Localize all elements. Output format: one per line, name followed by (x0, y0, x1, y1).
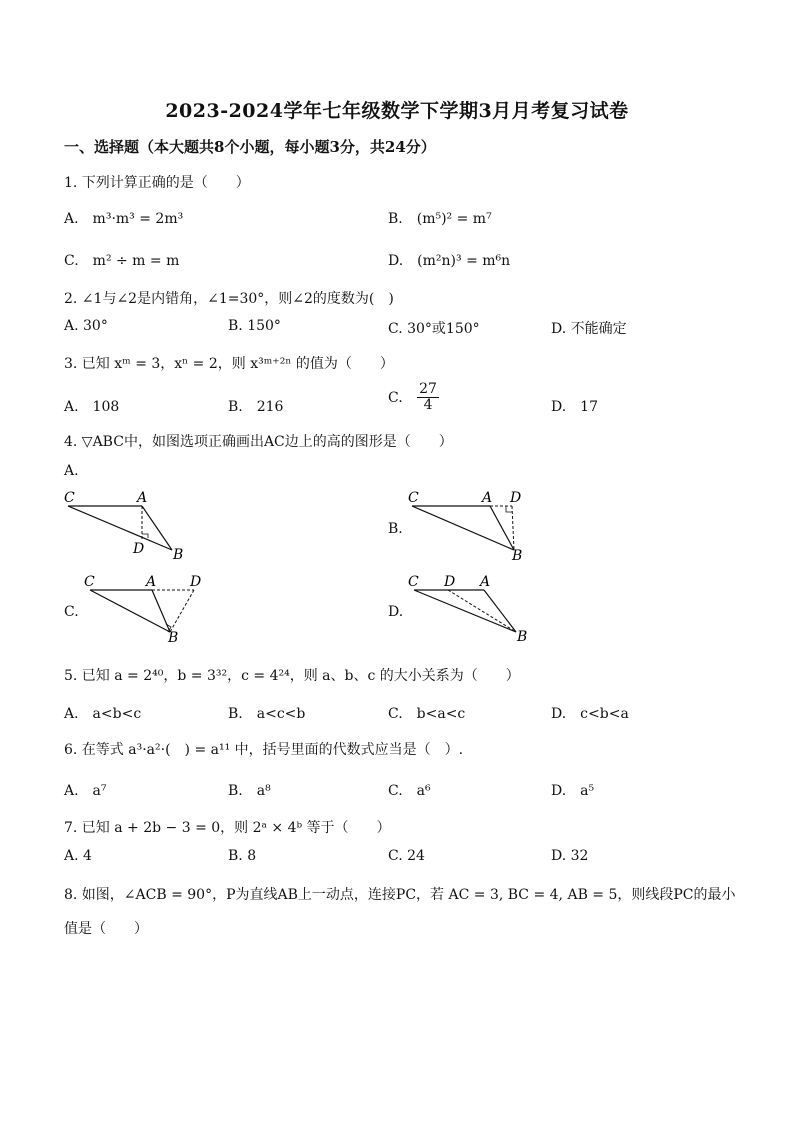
fraction (417, 382, 439, 414)
question-5-option-a[interactable]: A. a<b<c (64, 706, 142, 722)
figure-d (404, 572, 544, 647)
fraction-denominator: 4 (423, 397, 433, 414)
question-1-option-c[interactable]: C. m² ÷ m = m (64, 253, 180, 269)
question-6-option-d[interactable]: D. a⁵ (551, 783, 595, 799)
question-2-option-a[interactable]: A. 30° (64, 318, 108, 334)
question-3-option-c-label: C. (388, 389, 403, 406)
label-b: B (168, 630, 179, 646)
question-4-option-a[interactable]: A. (64, 463, 79, 479)
question-7-option-b[interactable]: B. 8 (228, 848, 257, 864)
question-3-option-b[interactable]: B. 216 (228, 399, 284, 415)
question-1-option-b[interactable]: B. (m⁵)² = m⁷ (388, 211, 492, 227)
question-5-option-b[interactable]: B. a<c<b (228, 706, 306, 722)
figure-c (80, 572, 220, 647)
question-3-option-d[interactable]: D. 17 (551, 399, 598, 415)
label-d: D (444, 574, 456, 590)
question-3-stem: 3. 已知 xᵐ = 3，xⁿ = 2，则 x³ᵐ⁺²ⁿ 的值为（ ） (64, 356, 394, 372)
label-a: A (146, 574, 157, 590)
label-c: C (64, 490, 75, 506)
question-4-stem: 4. ▽ABC中，如图选项正确画出AC边上的高的图形是（ ） (64, 434, 453, 450)
question-6-stem: 6. 在等式 a³·a²·( ) = a¹¹ 中，括号里面的代数式应当是（ ）. (64, 742, 464, 758)
question-5-stem: 5. 已知 a = 2⁴⁰，b = 3³²，c = 4²⁴，则 a、b、c 的大小关系为（ ） (64, 668, 520, 684)
label-d: D (190, 574, 202, 590)
label-d: D (510, 490, 522, 506)
label-a: A (482, 490, 493, 506)
page-title: 2023-2024学年七年级数学下学期3月月考复习试卷 (165, 100, 629, 122)
question-4-option-c[interactable]: C. (64, 604, 79, 620)
question-7-option-d[interactable]: D. 32 (551, 848, 589, 864)
question-1-option-d[interactable]: D. (m²n)³ = m⁶n (388, 253, 511, 269)
question-7-stem: 7. 已知 a + 2b − 3 = 0，则 2ᵃ × 4ᵇ 等于（ ） (64, 820, 391, 836)
question-2-option-c[interactable]: C. 30°或150° (388, 321, 480, 337)
fraction-numerator: 27 (419, 381, 437, 397)
label-c: C (408, 490, 419, 506)
question-5-option-c[interactable]: C. b<a<c (388, 706, 466, 722)
question-7-option-c[interactable]: C. 24 (388, 848, 425, 864)
question-1-stem: 1. 下列计算正确的是（ ） (64, 175, 250, 191)
question-1-option-a[interactable]: A. m³·m³ = 2m³ (64, 211, 184, 227)
label-a: A (137, 490, 148, 506)
question-2-stem: 2. ∠1与∠2是内错角，∠1=30°，则∠2的度数为( ) (64, 291, 394, 307)
label-c: C (408, 574, 419, 590)
question-2-option-d[interactable]: D. 不能确定 (551, 321, 627, 337)
question-8-stem: 8. 如图，∠ACB = 90°，P为直线AB上一动点，连接PC，若 AC = 3, BC = 4, AB = 5，则线段PC的最小 (64, 887, 736, 903)
label-b: B (517, 629, 528, 645)
question-7-option-a[interactable]: A. 4 (64, 848, 92, 864)
question-6-option-a[interactable]: A. a⁷ (64, 783, 107, 799)
question-5-option-d[interactable]: D. c<b<a (551, 706, 629, 722)
label-c: C (84, 574, 95, 590)
label-b: B (512, 548, 523, 563)
label-a: A (480, 574, 491, 590)
question-4-option-d[interactable]: D. (388, 604, 404, 620)
question-4-option-b[interactable]: B. (388, 521, 403, 537)
question-2-option-b[interactable]: B. 150° (228, 318, 281, 334)
section-heading: 一、选择题（本大题共8个小题，每小题3分，共24分） (64, 138, 436, 156)
question-6-option-c[interactable]: C. a⁶ (388, 783, 431, 799)
figure-a (60, 488, 200, 563)
label-b: B (173, 547, 184, 563)
figure-b (404, 488, 544, 563)
question-6-option-b[interactable]: B. a⁸ (228, 783, 271, 799)
question-3-option-a[interactable]: A. 108 (64, 399, 120, 415)
question-8-stem-continued: 值是（ ） (64, 921, 148, 937)
label-d: D (133, 541, 145, 557)
question-3-option-c[interactable] (388, 382, 439, 414)
